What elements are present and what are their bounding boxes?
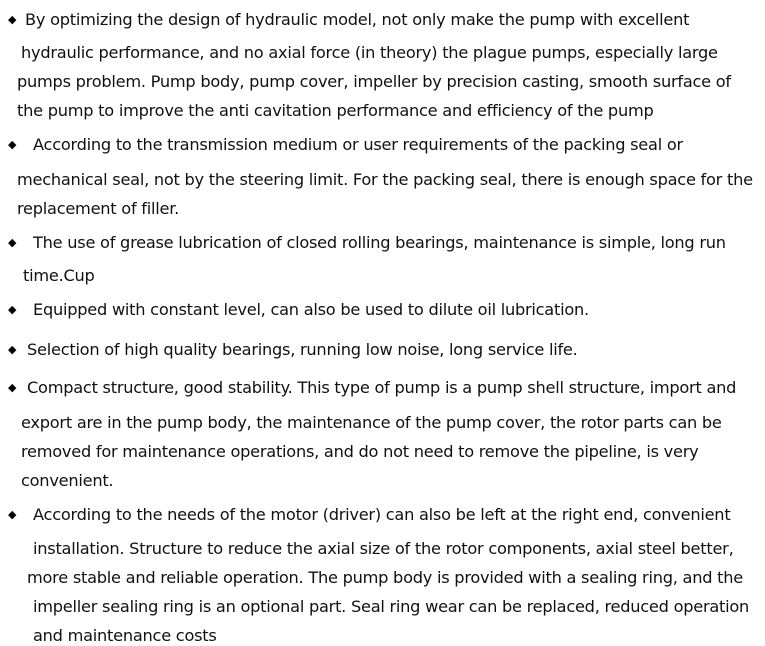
item-6-line-2: export are in the pump body, the maintenance of the pump cover, the rotor parts can be [21, 413, 722, 432]
bullet-icon: ◆ [8, 236, 17, 249]
item-6-line-3: removed for maintenance operations, and do not need to remove the pipeline, is very [21, 442, 699, 461]
item-7-line-5: and maintenance costs [33, 626, 217, 645]
bullet-icon: ◆ [8, 13, 17, 26]
bullet-icon: ◆ [8, 508, 17, 521]
item-6-line-1: Compact structure, good stability. This type of pump is a pump shell structure, import and [27, 378, 737, 397]
item-2-line-1: According to the transmission medium or user requirements of the packing seal or [33, 135, 683, 154]
item-3-line-2: time.Cup [23, 266, 95, 285]
item-2-line-2: mechanical seal, not by the steering limit. For the packing seal, there is enough space for the [17, 170, 753, 189]
item-7-line-1: According to the needs of the motor (driver) can also be left at the right end, convenient [33, 505, 731, 524]
item-1-line-1: By optimizing the design of hydraulic model, not only make the pump with excellent [25, 10, 690, 29]
item-4-line-1: Equipped with constant level, can also be used to dilute oil lubrication. [33, 300, 589, 319]
bullet-icon: ◆ [8, 381, 17, 394]
bullet-icon: ◆ [8, 303, 17, 316]
item-7-line-3: more stable and reliable operation. The pump body is provided with a sealing ring, and the [27, 568, 743, 587]
item-1-line-4: the pump to improve the anti cavitation performance and efficiency of the pump [17, 101, 654, 120]
item-1-line-3: pumps problem. Pump body, pump cover, impeller by precision casting, smooth surface of [17, 72, 731, 91]
item-3-line-1: The use of grease lubrication of closed rolling bearings, maintenance is simple, long run [33, 233, 726, 252]
item-2-line-3: replacement of filler. [17, 199, 180, 218]
bullet-icon: ◆ [8, 138, 17, 151]
bullet-icon: ◆ [8, 343, 17, 356]
item-1-line-2: hydraulic performance, and no axial force (in theory) the plague pumps, especially large [21, 43, 718, 62]
item-5-line-1: Selection of high quality bearings, running low noise, long service life. [27, 340, 578, 359]
item-7-line-2: installation. Structure to reduce the axial size of the rotor components, axial steel better, [33, 539, 734, 558]
item-7-line-4: impeller sealing ring is an optional part. Seal ring wear can be replaced, reduced operation [33, 597, 750, 616]
item-6-line-4: convenient. [21, 471, 114, 490]
